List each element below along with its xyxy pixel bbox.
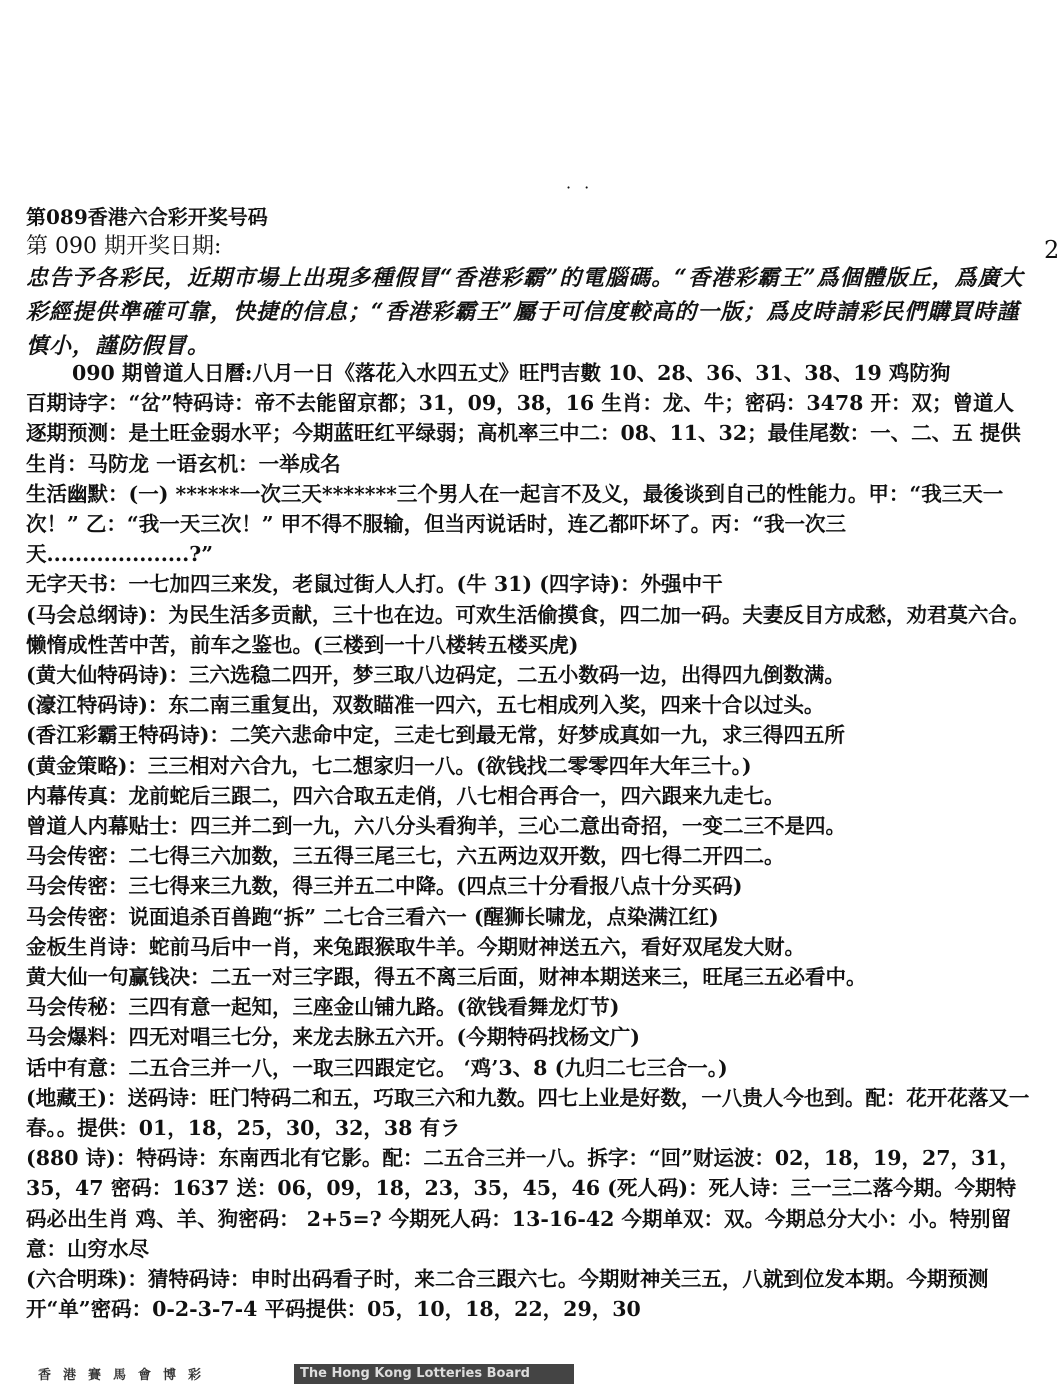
text-line: 马会传密：说面追杀百兽跑“拆” 二七合三看六一 (醒狮长啸龙，点染满江红) <box>26 904 719 929</box>
text-line: (880 诗)：特码诗：东南西北有它影。配：二五合三并一八。拆字：“回”财运波：02，18，19，27，31，35，47 密码：1637 送：06，09，18，23，35，45，46 (死人码)：死人诗：三一三二落今期。今期特码必出生肖 鸡、羊、狗密码： 2+5=? 今期死人码：13-16-42 今期单双：双。今期总分大小：小。特别留意：山穷水尽 <box>26 1146 1021 1261</box>
text-line: (六合明珠)：猜特码诗：申时出码看子时，来二合三跟六七。今期财神关三五，八就到位发本期。今期预测开“单”密码：0-2-3-7-4 平码提供：05，10，18，22，29，30 <box>26 1267 989 1322</box>
text-line: (黄金策略)：三三相对六合九，七二想家归一八。(欲钱找二零零四年大年三十。) <box>26 753 752 778</box>
page-number: 2 <box>1044 236 1060 264</box>
footer-english: The Hong Kong Lotteries Board <box>294 1364 574 1384</box>
text-line: 内幕传真：龙前蛇后三跟二，四六合取五走俏，八七相合再合一，四六跟来九走七。 <box>26 783 785 808</box>
text-line: (濠江特码诗)：东二南三重复出，双数瞄准一四六，五七相成列入奖，四来十合以过头。 <box>26 693 825 718</box>
text-line: 无字天书：一七加四三来发，老鼠过街人人打。(牛 31) (四字诗)：外强中干 <box>26 572 723 597</box>
text-line: (地藏王)：送码诗：旺门特码二和五，巧取三六和九数。四七上业是好数，一八贵人今也到。配：花开花落又一春。。提供：01，18，25，30，32，38 有ラ <box>26 1085 1030 1141</box>
text-line: (黄大仙特码诗)：三六选稳二四开，梦三取八边码定，二五小数码一边，出得四九倒数满。 <box>26 663 845 688</box>
page-title: 第089香港六合彩开奖号码 <box>26 205 268 229</box>
text-line: (马会总纲诗)：为民生活多贡献，三十也在边。可欢生活偷摸食，四二加一码。夫妻反目方成愁，劝君莫六合。懒惰成性苦中苦，前车之鉴也。(三楼到一十八楼转五楼买虎) <box>26 602 1030 657</box>
content-body <box>26 358 1031 1325</box>
text-line: 马会爆料：四无对唱三七分，来龙去脉五六开。(今期特码找杨文广) <box>26 1025 640 1050</box>
top-dots: · · <box>566 178 594 197</box>
text-line: 曾道人内幕贴士：四三并二到一九，六八分头看狗羊，三心二意出奇招，一变二三不是四。 <box>26 814 846 839</box>
footer-chinese: 香港賽馬會博彩 <box>38 1368 214 1383</box>
text-line: 黄大仙一句赢钱决：二五一对三字跟，得五不离三后面，财神本期送来三，旺尾三五必看中。 <box>26 965 867 990</box>
notice-paragraph: 忠告予各彩民，近期市場上出現多種假冒“香港彩霸”的電腦碼。“香港彩霸王”爲個體版丘，爲廣大彩經提供準確可靠，快捷的信息；“香港彩霸王”屬于可信度較高的一版；爲皮時請彩民們購買時謹慎小，謹防假冒。 <box>26 265 1024 359</box>
text-line: 生活幽默：(一) ******一次三天*******三个男人在一起言不及义，最後谈到自己的性能力。甲：“我三天一次！” 乙：“我一天三次！” 甲不得不服输，但当丙说话时，连乙都吓坏了。丙：“我一次三天....................?” <box>26 481 1004 567</box>
footer-banner <box>30 1364 574 1384</box>
text-line: 马会传密：二七得三六加数，三五得三尾三七，六五两边双开数，四七得二开四二。 <box>26 844 785 869</box>
draw-date-label: 第 090 期开奖日期: <box>26 234 222 259</box>
text-line: 金板生肖诗：蛇前马后中一肖，来兔跟猴取牛羊。今期财神送五六，看好双尾发大财。 <box>26 934 805 959</box>
text-line: 百期诗字：“岔”特码诗：帝不去能留京都；31，09，38，16 生肖：龙、牛；密码：3478 开：双；曾道人逐期预测：是土旺金弱水平；今期蓝旺红平绿弱；高机率三中二：08、11、32；最佳尾数：一、二、五 提供生肖：马防龙 一语玄机：一举成名 <box>26 391 1021 476</box>
text-line: 090 期曾道人日曆:八月一日《落花入水四五丈》旺門吉數 10、28、36、31、38、19 鸡防狗 <box>72 361 951 385</box>
text-line: 马会传密：三七得来三九数，得三并五二中降。(四点三十分看报八点十分买码) <box>26 874 743 899</box>
text-line: (香江彩霸王特码诗)：二笑六悲命中定，三走七到最无常，好梦成真如一九，求三得四五所 <box>26 723 845 748</box>
text-line: 马会传秘：三四有意一起知，三座金山铺九路。(欲钱看舞龙灯节) <box>26 995 620 1020</box>
text-line: 话中有意：二五合三并一八，一取三四跟定它。 ‘鸡’3、8 (九归二七三合一。) <box>26 1055 728 1080</box>
